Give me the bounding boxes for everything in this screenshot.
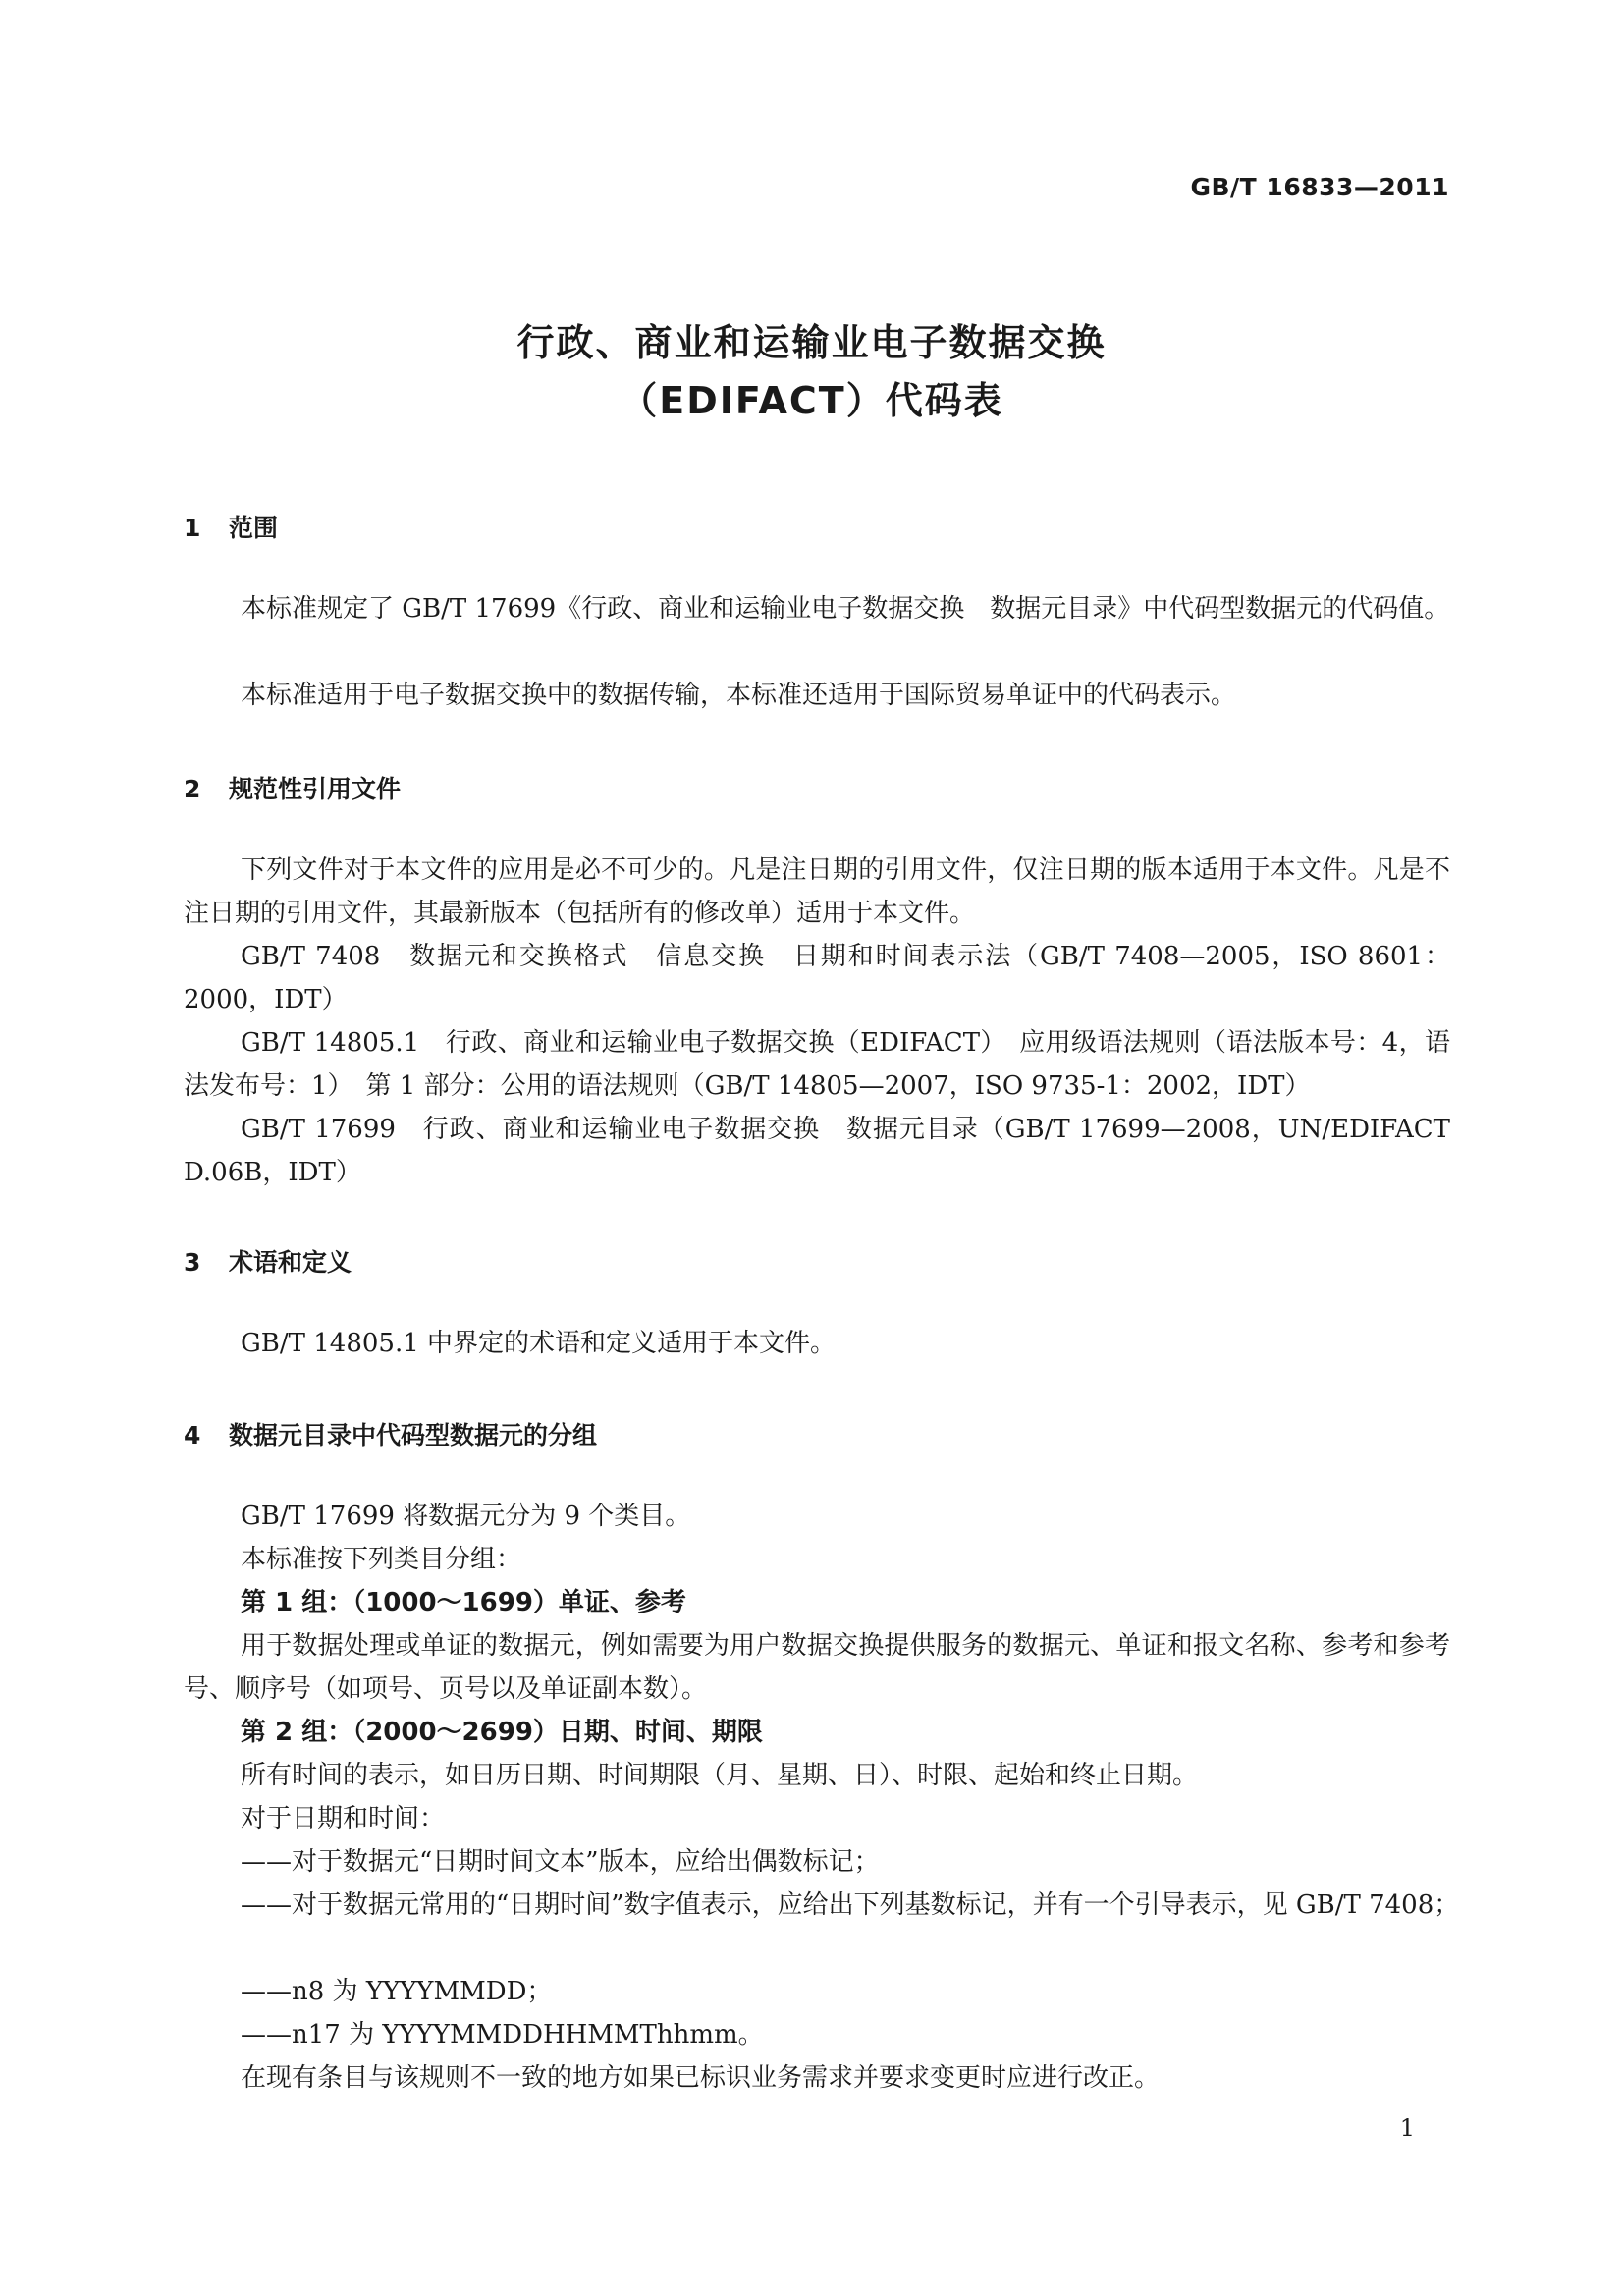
reference-gbt-7408: GB/T 7408 数据元和交换格式 信息交换 日期和时间表示法（GB/T 7408—2005，ISO 8601：2000，IDT） bbox=[184, 942, 1450, 1014]
reference-gbt-14805-1: GB/T 14805.1 行政、商业和运输业电子数据交换（EDIFACT） 应用级语法规则（语法版本号：4，语法发布号：1） 第 1 部分：公用的语法规则（GB/T 14805—2007，ISO 9735-1：2002，IDT） bbox=[184, 1028, 1450, 1101]
dash-item-1: ——对于数据元“日期时间文本”版本，应给出偶数标记； bbox=[241, 1847, 880, 1877]
section-3-heading bbox=[184, 1243, 352, 1279]
section-4-paragraph-2: 本标准按下列类目分组： bbox=[241, 1545, 522, 1574]
section-1-heading bbox=[184, 509, 278, 544]
group-2-heading: 第 2 组：（2000～2699）日期、时间、期限 bbox=[241, 1718, 763, 1747]
section-number: 1 bbox=[184, 514, 201, 542]
group-1-description: 用于数据处理或单证的数据元，例如需要为用户数据交换提供服务的数据元、单证和报文名称、参考和参考号、顺序号（如项号、页号以及单证副本数）。 bbox=[184, 1631, 1450, 1704]
section-2-paragraph-1: 下列文件对于本文件的应用是必不可少的。凡是注日期的引用文件，仅注日期的版本适用于本文件。凡是不注日期的引用文件，其最新版本（包括所有的修改单）适用于本文件。 bbox=[184, 855, 1450, 928]
section-number: 2 bbox=[184, 775, 201, 803]
section-4-paragraph-1: GB/T 17699 将数据元分为 9 个类目。 bbox=[241, 1502, 691, 1531]
section-1-paragraph-2: 本标准适用于电子数据交换中的数据传输，本标准还适用于国际贸易单证中的代码表示。 bbox=[241, 681, 1237, 710]
dash-item-4: ——n17 为 YYYYMMDDHHMMThhmm。 bbox=[241, 2020, 764, 2050]
document-title-line2: （EDIFACT）代码表 bbox=[620, 379, 1003, 422]
section-4-heading bbox=[184, 1416, 597, 1451]
dash-item-2: ——对于数据元常用的“日期时间”数字值表示，应给出下列基数标记，并有一个引导表示，见 GB/T 7408； bbox=[241, 1890, 1460, 1920]
group-1-heading: 第 1 组：（1000～1699）单证、参考 bbox=[241, 1588, 686, 1617]
reference-gbt-17699: GB/T 17699 行政、商业和运输业电子数据交换 数据元目录（GB/T 17699—2008，UN/EDIFACT D.06B，IDT） bbox=[184, 1115, 1450, 1187]
standard-code: GB/T 16833—2011 bbox=[1190, 173, 1449, 201]
section-number: 3 bbox=[184, 1248, 201, 1277]
section-title: 术语和定义 bbox=[229, 1248, 352, 1277]
document-title-line1: 行政、商业和运输业电子数据交换 bbox=[516, 321, 1107, 364]
section-3-paragraph-1: GB/T 14805.1 中界定的术语和定义适用于本文件。 bbox=[241, 1329, 837, 1358]
section-1-paragraph-1: 本标准规定了 GB/T 17699《行政、商业和运输业电子数据交换 数据元目录》中代码型数据元的代码值。 bbox=[241, 594, 1450, 624]
section-title: 范围 bbox=[229, 514, 279, 542]
section-4-closing: 在现有条目与该规则不一致的地方如果已标识业务需求并要求变更时应进行改正。 bbox=[241, 2063, 1161, 2093]
section-title: 规范性引用文件 bbox=[229, 775, 402, 803]
dash-item-3: ——n8 为 YYYYMMDD； bbox=[241, 1977, 553, 2006]
group-2-intro: 对于日期和时间： bbox=[241, 1804, 446, 1833]
section-number: 4 bbox=[184, 1421, 201, 1449]
section-2-heading bbox=[184, 770, 401, 805]
page-number: 1 bbox=[1399, 2114, 1415, 2142]
section-title: 数据元目录中代码型数据元的分组 bbox=[229, 1421, 598, 1449]
group-2-description: 所有时间的表示，如日历日期、时间期限（月、星期、日）、时限、起始和终止日期。 bbox=[241, 1761, 1199, 1790]
